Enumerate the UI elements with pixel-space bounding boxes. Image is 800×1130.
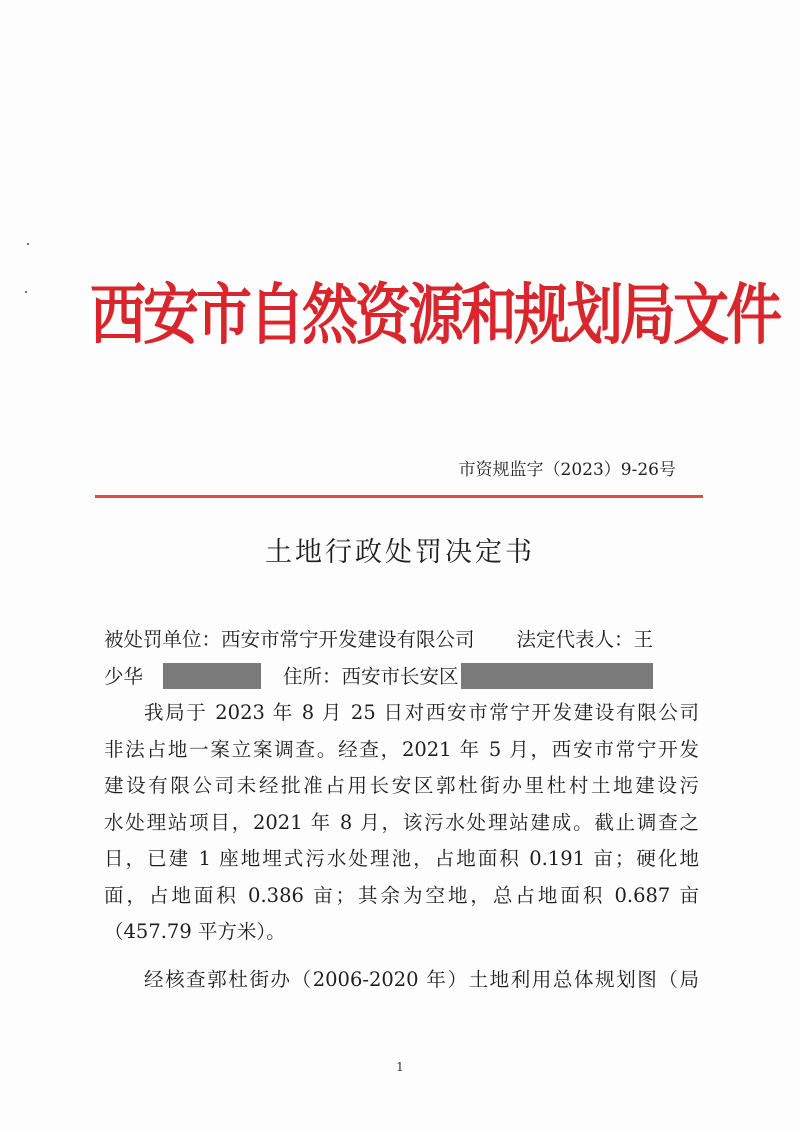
scan-speck [27, 243, 29, 245]
red-separator-line [95, 495, 703, 498]
paragraph-line: 建设有限公司未经批准占用长安区郭杜街办里杜村土地建设污 [104, 774, 699, 797]
legal-rep-label: 法定代表人：王 [516, 628, 654, 651]
redaction-block [163, 663, 261, 689]
document-title: 土地行政处罚决定书 [265, 537, 535, 568]
party-line-2 [104, 659, 699, 696]
page-number: 1 [396, 1060, 404, 1074]
address-value: 西安市长安区 [341, 664, 459, 688]
paragraph-line: （457.79 平方米）。 [104, 920, 286, 943]
paragraph-line: 我局于 2023 年 8 月 25 日对西安市常宁开发建设有限公司 [144, 701, 699, 724]
agency-masthead: 西安市自然资源和规划局文件 [90, 276, 779, 354]
unit-name: 西安市常宁开发建设有限公司 [221, 628, 475, 651]
document-number: 市资规监字（2023）9-26号 [458, 460, 676, 480]
legal-rep-name-cont: 少华 [104, 664, 144, 688]
paragraph-line: 水处理站项目，2021 年 8 月，该污水处理站建成。截止调查之 [104, 810, 699, 834]
address-label: 住所： [283, 664, 342, 688]
document-body [104, 622, 699, 998]
redaction-block [461, 663, 653, 689]
paragraph-line: 面，占地面积 0.386 亩；其余为空地，总占地面积 0.687 亩 [104, 883, 699, 907]
paragraph-line: 非法占地一案立案调查。经查，2021 年 5 月，西安市常宁开发 [104, 737, 699, 761]
scan-speck [25, 291, 27, 293]
unit-label: 被处罚单位： [104, 628, 222, 651]
paragraph-line: 经核查郭杜街办（2006-2020 年）土地利用总体规划图（局 [144, 967, 699, 991]
paragraph-line: 日，已建 1 座地埋式污水处理池，占地面积 0.191 亩；硬化地 [104, 847, 699, 870]
party-line-1 [104, 622, 699, 659]
